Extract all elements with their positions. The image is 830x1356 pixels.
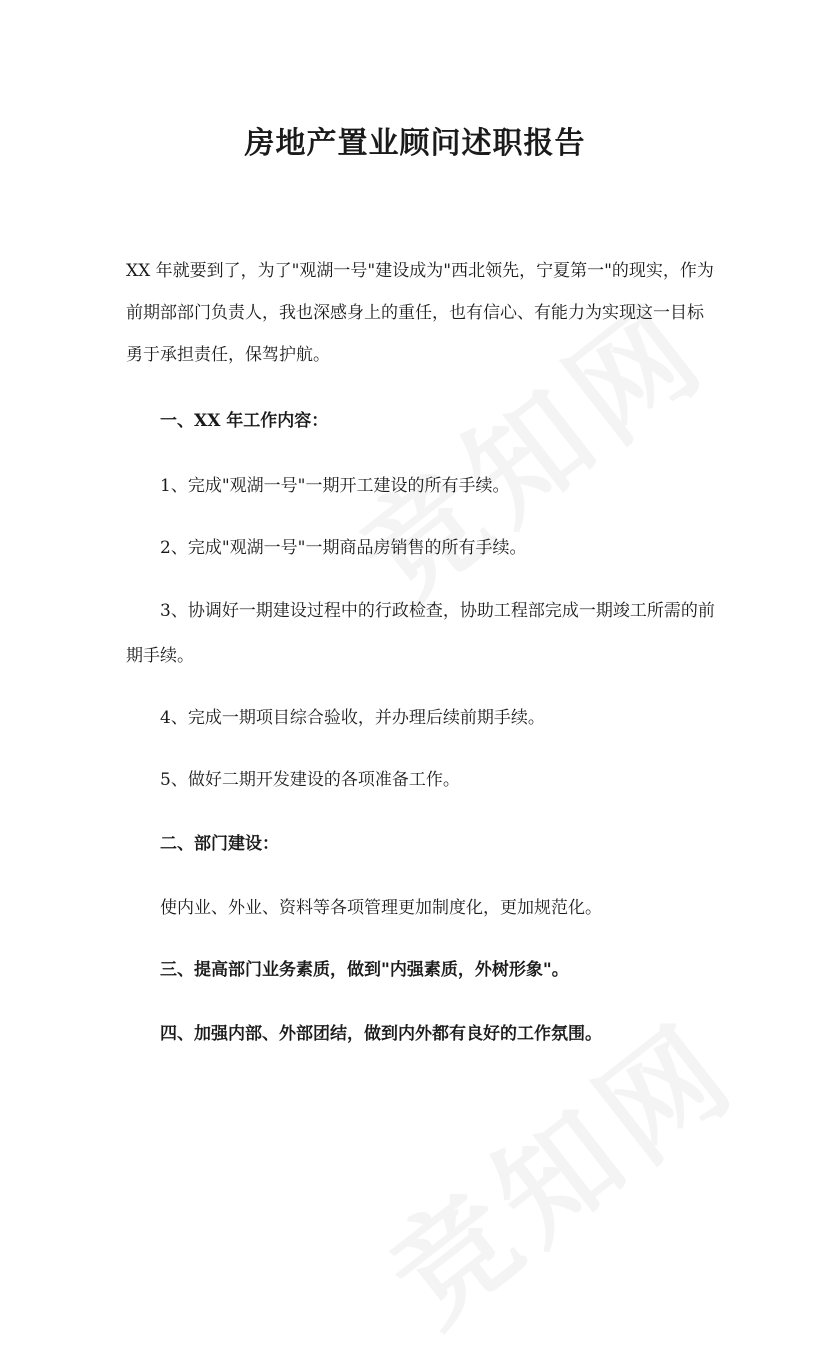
section-3-heading: 三、提高部门业务素质，做到"内强素质，外树形象"。 [160, 960, 569, 980]
document-title: 房地产置业顾问述职报告 [244, 126, 586, 161]
section-1-heading: 一、XX 年工作内容： [160, 411, 329, 431]
list-item-4: 4、完成一期项目综合验收，并办理后续前期手续。 [160, 708, 545, 728]
section-4-heading: 四、加强内部、外部团结，做到内外都有良好的工作氛围。 [160, 1024, 602, 1044]
list-item-2: 2、完成"观湖一号"一期商品房销售的所有手续。 [160, 538, 527, 558]
section-2-body: 使内业、外业、资料等各项管理更加制度化，更加规范化。 [160, 898, 602, 918]
list-item-5: 5、做好二期开发建设的各项准备工作。 [160, 770, 460, 790]
list-item-3: 3、协调好一期建设过程中的行政检查，协助工程部完成一期竣工所需的前 [160, 601, 715, 621]
list-item-3-continued: 期手续。 [126, 646, 194, 666]
list-item-1: 1、完成"观湖一号"一期开工建设的所有手续。 [160, 476, 510, 496]
intro-line-1: XX 年就要到了，为了"观湖一号"建设成为"西北领先，宁夏第一"的现实，作为 [126, 261, 714, 281]
intro-line-2: 前期部部门负责人，我也深感身上的重任，也有信心、有能力为实现这一目标 [126, 303, 704, 323]
section-2-heading: 二、部门建设： [160, 834, 279, 854]
intro-line-3: 勇于承担责任，保驾护航。 [126, 345, 330, 365]
